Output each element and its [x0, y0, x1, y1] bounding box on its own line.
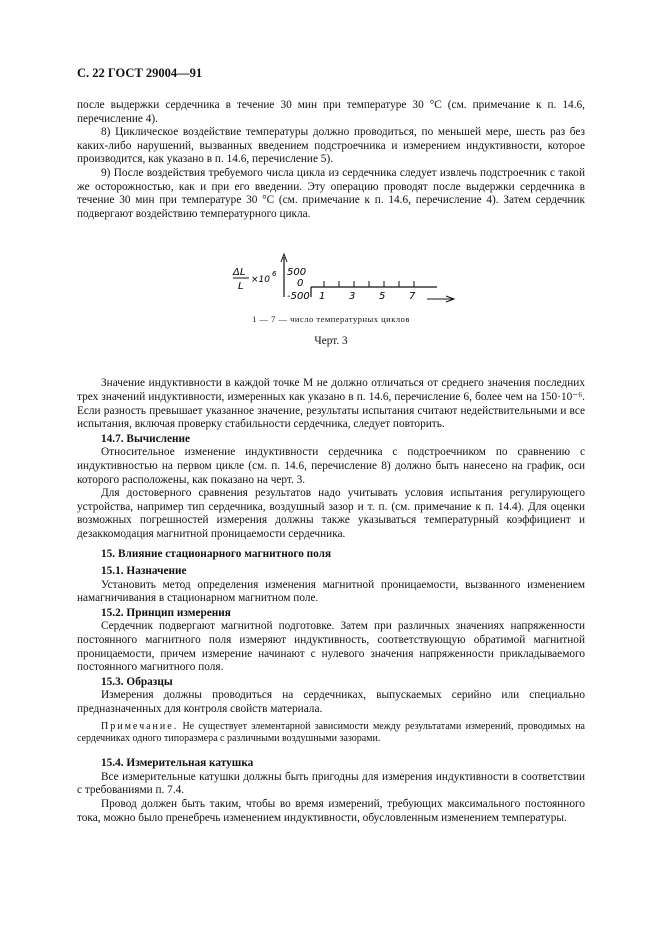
y-label-l: L — [238, 281, 244, 293]
note-label: Примечание. — [101, 720, 179, 732]
section-14-7-p1: Относительное изменение индуктивности сердечника с подстроечником по сравнению с индуктивностью на первом цикле (см. п. 14.6, перечисление 8) должно быть нанесено на график, оси которого расположены, как показано на черт. 3. — [77, 446, 585, 486]
paragraph-item-8: 8) Циклическое воздействие температуры должно проводиться, по меньшей мере, шесть раз без каких-либо нарушений, вызванных введением подстроечника и измерением индуктивности, которое производится, как указано в п. 14.6, перечисление 5). — [77, 126, 585, 166]
x-tick-7: 7 — [409, 291, 416, 303]
section-15-3-text: Измерения должны проводиться на сердечниках, выпускаемых серийно или специально предназначенных для контроля свойств материала. — [77, 689, 585, 715]
y-tick-500: 500 — [287, 267, 307, 279]
y-label-delta-l: ΔL — [233, 267, 246, 279]
page-header: С. 22 ГОСТ 29004—91 — [77, 66, 203, 80]
note-text: Не существует элементарной зависимости между результатами измерений, проводимых на сердечниках одного типоразмера с различными воздушными зазорами. — [77, 720, 585, 745]
paragraph-continued: после выдержки сердечника в течение 30 мин при температуре 30 °С (см. примечание к п. 14.6, перечисление 4). — [77, 99, 585, 125]
figure-chart — [227, 229, 467, 307]
y-label-factor: ×10 — [251, 275, 270, 286]
x-tick-1: 1 — [319, 291, 326, 303]
section-15-1-text: Установить метод определения изменения магнитной проницаемости, вызванного изменением намагничивания в стационарном магнитном поле. — [77, 578, 585, 605]
figure-title: Черт. 3 — [314, 335, 348, 348]
section-15-2-heading: 15.2. Принцип измерения — [101, 606, 231, 619]
figure-3 — [77, 229, 585, 369]
section-15-1-heading: 15.1. Назначение — [101, 565, 187, 578]
section-15-2-text: Сердечник подвергают магнитной подготовке. Затем при различных значениях напряженности постоянного магнитного поля измеряют индуктивность, соответствующую обратимой магнитной проницаемости, причем измерение начинают с нулевого значения напряженности прикладываемого постоянного магнитного поля. — [77, 620, 585, 674]
note — [77, 721, 585, 747]
section-14-7-heading: 14.7. Вычисление — [101, 432, 191, 445]
section-15-3-heading: 15.3. Образцы — [101, 675, 173, 688]
figure-caption: 1 — 7 — число температурных циклов — [252, 314, 410, 325]
section-15-4-p2: Провод должен быть таким, чтобы во время измерений, требующих максимального постоянного тока, можно было пренебречь изменением индуктивности, обусловленным изменением температуры. — [77, 797, 585, 824]
y-tick-minus-500: -500 — [287, 291, 310, 303]
paragraph-item-9: 9) После воздействия требуемого числа цикла из сердечника следует извлечь подстроечник с такой же осторожностью, как и при его введении. Эту операцию проводят после выдержки сердечника в течение 30 мин при температуре 30 °С (см. примечание к п. 14.6, перечисление 4). Затем сердечник подвергают воздействию температурного цикла. — [77, 166, 585, 220]
section-15-heading: 15. Влияние стационарного магнитного поля — [101, 548, 332, 561]
section-15-4-p1: Все измерительные катушки должны быть пригодны для измерения индуктивности в соответствии с требованиями п. 7.4. — [77, 770, 585, 797]
section-15-4-heading: 15.4. Измерительная катушка — [101, 757, 254, 770]
x-tick-3: 3 — [349, 291, 356, 303]
y-tick-0: 0 — [297, 278, 304, 290]
x-tick-5: 5 — [379, 291, 386, 303]
paragraph-m-deviation: Значение индуктивности в каждой точке M не должно отличаться от среднего значения последних трех значений индуктивности, измеренных как указано в п. 14.6, перечисление 6, более чем на 150·10⁻⁶. Если разность превышает указанное значение, результаты испытания считают недействительными и все испытания, включая проверку стабильности сердечника, следует повторить. — [77, 377, 585, 431]
section-14-7-p2: Для достоверного сравнения результатов надо учитывать условия испытания регулирующего устройства, например тип сердечника, воздушный зазор и т. п. (см. примечание к п. 14.4). Для оценки возможных погрешностей измерения должны также указываться температурный коэффициент и дезаккомодация магнитной проницаемости сердечника. — [77, 487, 585, 540]
y-label-exponent: 6 — [272, 270, 277, 279]
page-content — [77, 99, 585, 825]
x-axis-ticks — [324, 281, 414, 287]
